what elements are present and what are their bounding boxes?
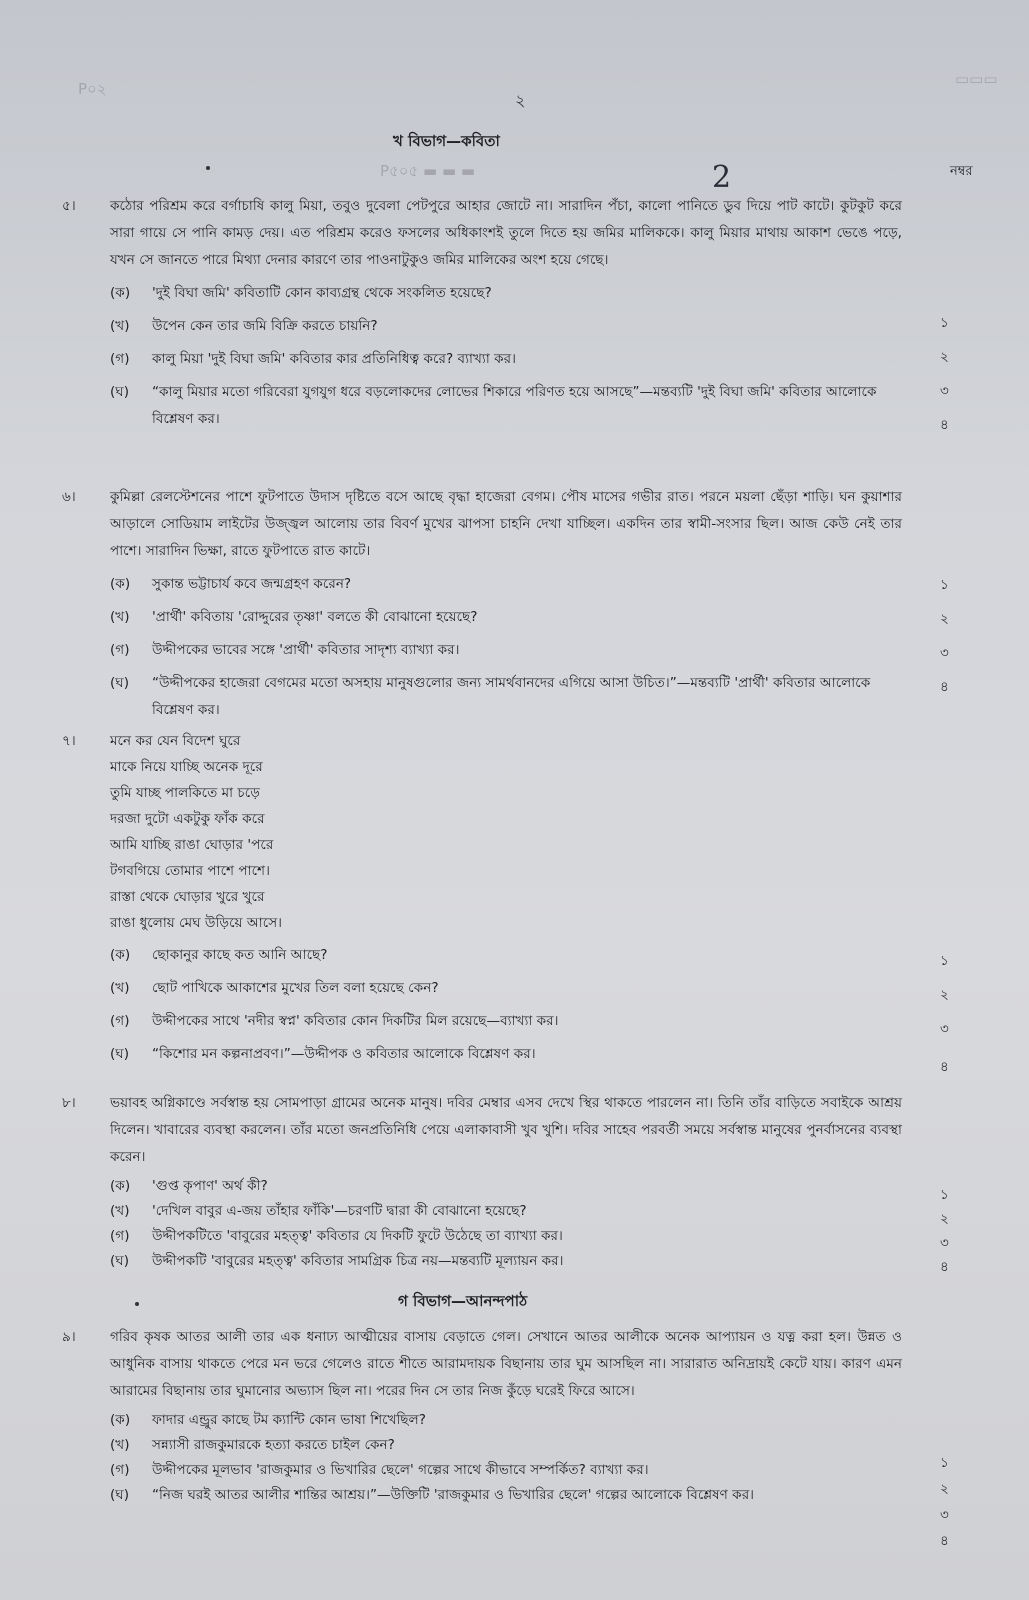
sub-question bbox=[110, 379, 902, 433]
sub-question bbox=[110, 1223, 902, 1250]
sub-text: 'দেখিল বাবুর এ-জয় তাঁহার ফাঁকি'—চরণটি দ্বারা কী বোঝানো হয়েছে? bbox=[152, 1203, 527, 1219]
sub-question bbox=[110, 975, 902, 1002]
sub-label: (ঘ) bbox=[110, 1046, 130, 1062]
question-8 bbox=[62, 1090, 902, 1275]
poem-line: মাকে নিয়ে যাচ্ছি অনেক দূরে bbox=[110, 759, 263, 775]
show-through-mark: P০২ bbox=[78, 80, 107, 98]
sub-label: (ঘ) bbox=[110, 1487, 130, 1503]
sub-label: (গ) bbox=[110, 1013, 130, 1029]
sub-question bbox=[110, 1041, 902, 1068]
marks-value: ৩ bbox=[940, 1507, 949, 1523]
bullet-dot bbox=[206, 166, 210, 170]
sub-question bbox=[110, 670, 902, 724]
sub-question bbox=[110, 1407, 902, 1434]
sub-text: উদ্দীপকটি 'বাবুরের মহত্ত্ব' কবিতার সামগ্রিক চিত্র নয়—মন্তব্যটি মূল্যায়ন কর। bbox=[152, 1253, 564, 1269]
sub-text: উদ্দীপকের সাথে 'নদীর স্বপ্ন' কবিতার কোন দিকটির মিল রয়েছে—ব্যাখ্যা কর। bbox=[152, 1013, 559, 1029]
poem-line: টগবগিয়ে তোমার পাশে পাশে। bbox=[110, 863, 270, 879]
sub-text: “উদ্দীপকের হাজেরা বেগমের মতো অসহায় মানুষগুলোর জন্য সামর্থবানদের এগিয়ে আসা উচিত।”—মন্তব্যটি 'প্রার্থী' কবিতার আলোকে বিশ্লেষণ কর। bbox=[152, 675, 871, 718]
sub-text: “নিজ ঘরই আতর আলীর শান্তির আশ্রয়।”—উক্তিটি 'রাজকুমার ও ভিখারির ছেলে' গল্পের আলোকে বিশ্লেষণ কর। bbox=[152, 1487, 755, 1503]
sub-label: (ঘ) bbox=[110, 1253, 130, 1269]
question-6 bbox=[62, 484, 902, 724]
sub-label: (ক) bbox=[110, 576, 131, 592]
sub-question bbox=[110, 346, 902, 373]
sub-text: উদ্দীপকটিতে 'বাবুরের মহত্ত্ব' কবিতার যে দিকটি ফুটে উঠেছে তা ব্যাখ্যা কর। bbox=[152, 1228, 563, 1244]
marks-value: ৩ bbox=[940, 1235, 949, 1251]
poem-line: রাঙা ধুলোয় মেঘ উড়িয়ে আসে। bbox=[110, 915, 283, 931]
marks-column-header: নম্বর bbox=[950, 164, 973, 179]
page-number: ২ bbox=[515, 91, 526, 110]
question-number: ৯। bbox=[62, 1329, 76, 1345]
marks-value: ২ bbox=[940, 1481, 949, 1497]
poem-line: দরজা দুটো একটুকু ফাঁক করে bbox=[110, 811, 265, 827]
question-stem: কঠোর পরিশ্রম করে বর্গাচাষি কালু মিয়া, তবুও দুবেলা পেটপুরে আহার জোটে না। সারাদিন পঁচা, কালো পানিতে ডুব দিয়ে পাট কাটে। কুটকুট করে সারা গায়ে সে পানি কামড় দেয়। এত পরিশ্রম করেও ফসলের অধিকাংশই তুলে দিতে হয় জমির মালিককে। কালু মিয়ার মাথায় আকাশ ভেঙে পড়ে, যখন সে জানতে পারে মিথ্যা দেনার কারণে তার পাওনাটুকুও জমির মালিকের অংশ হয়ে গেছে। bbox=[110, 198, 902, 268]
sub-text: ছোট পাখিকে আকাশের মুখের তিল বলা হয়েছে কেন? bbox=[152, 980, 439, 996]
sub-label: (ক) bbox=[110, 947, 131, 963]
sub-question bbox=[110, 1482, 902, 1509]
section-title-kha: খ বিভাগ—কবিতা bbox=[393, 132, 500, 150]
marks-value: ২ bbox=[940, 987, 949, 1003]
question-stem: ভয়াবহ অগ্নিকাণ্ডে সর্বস্বান্ত হয় সোমপাড়া গ্রামের অনেক মানুষ। দবির মেম্বার এসব দেখে স্থির থাকতে পারলেন না। তিনি তাঁর বাড়িতে সবাইকে আশ্রয় দিলেন। খাবারের ব্যবস্থা করলেন। তাঁর মতো জনপ্রতিনিধি পেয়ে এলাকাবাসী খুব খুশি। দবির সাহেব পরবর্তী সময়ে সর্বস্বান্ত মানুষের পুনর্বাসনের ব্যবস্থা করেন। bbox=[110, 1095, 902, 1165]
sub-text: “কালু মিয়ার মতো গরিবেরা যুগযুগ ধরে বড়লোকদের লোভের শিকারে পরিণত হয়ে আসছে”—মন্তব্যটি 'দুই বিঘা জমি' কবিতার আলোকে বিশ্লেষণ কর। bbox=[152, 384, 877, 427]
sub-text: উদ্দীপকের ভাবের সঙ্গে 'প্রার্থী' কবিতার সাদৃশ্য ব্যাখ্যা কর। bbox=[152, 642, 460, 658]
sub-question bbox=[110, 313, 902, 340]
marks-value: ৪ bbox=[940, 1259, 949, 1275]
marks-value: ২ bbox=[940, 611, 949, 627]
sub-question bbox=[110, 1173, 902, 1200]
poem-line: আমি যাচ্ছি রাঙা ঘোড়ার 'পরে bbox=[110, 837, 274, 853]
poem-line: রাস্তা থেকে ঘোড়ার খুরে খুরে bbox=[110, 889, 265, 905]
sub-question bbox=[110, 280, 902, 307]
show-through-mark: ▭▭▭ bbox=[955, 70, 998, 88]
question-9 bbox=[62, 1324, 902, 1509]
sub-label: (গ) bbox=[110, 1462, 130, 1478]
question-number: ৮। bbox=[62, 1095, 76, 1111]
marks-value: ১ bbox=[940, 1455, 949, 1471]
sub-label: (ঘ) bbox=[110, 384, 130, 400]
sub-label: (খ) bbox=[110, 609, 130, 625]
sub-question bbox=[110, 1457, 902, 1484]
show-through-mark: P৫০৫ ▬ ▬ ▬ bbox=[380, 162, 476, 180]
sub-label: (ক) bbox=[110, 285, 131, 301]
marks-value: ১ bbox=[940, 953, 949, 969]
marks-value: ৪ bbox=[940, 1059, 949, 1075]
marks-value: ২ bbox=[940, 1211, 949, 1227]
sub-question bbox=[110, 942, 902, 969]
sub-text: ছোকানুর কাছে কত আনি আছে? bbox=[152, 947, 328, 963]
handwritten-number: 2 bbox=[712, 160, 732, 195]
poem-line: মনে কর যেন বিদেশ ঘুরে bbox=[110, 733, 241, 749]
question-stem: কুমিল্লা রেলস্টেশনের পাশে ফুটপাতে উদাস দৃষ্টিতে বসে আছে বৃদ্ধা হাজেরা বেগম। পৌষ মাসের গভীর রাত। পরনে ময়লা ছেঁড়া শাড়ি। ঘন কুয়াশার আড়ালে সোডিয়াম লাইটের উজ্জ্বল আলোয় তার বিবর্ণ মুখের ঝাপসা চাহনি দেখা যাচ্ছিল। একদিন তার স্বামী-সংসার ছিল। আজ কেউ নেই তার পাশে। সারাদিন ভিক্ষা, রাতে ফুটপাতে রাত কাটে। bbox=[110, 489, 902, 559]
sub-label: (খ) bbox=[110, 1437, 130, 1453]
marks-value: ১ bbox=[940, 315, 949, 331]
marks-value: ৩ bbox=[940, 1021, 949, 1037]
poem-stanza bbox=[110, 728, 902, 936]
sub-question bbox=[110, 1198, 902, 1225]
sub-label: (খ) bbox=[110, 318, 130, 334]
bullet-dot bbox=[135, 1302, 139, 1306]
sub-text: 'গুপ্ত কৃপাণ' অর্থ কী? bbox=[152, 1178, 268, 1194]
sub-text: সন্ন্যাসী রাজকুমারকে হত্যা করতে চাইল কেন? bbox=[152, 1437, 395, 1453]
marks-value: ১ bbox=[940, 1187, 949, 1203]
sub-label: (খ) bbox=[110, 1203, 130, 1219]
marks-value: ৪ bbox=[940, 679, 949, 695]
marks-value: ৩ bbox=[940, 383, 949, 399]
question-number: ৭। bbox=[62, 733, 76, 749]
sub-question bbox=[110, 637, 902, 664]
marks-value: ২ bbox=[940, 349, 949, 365]
question-stem: গরিব কৃষক আতর আলী তার এক ধনাঢ্য আত্মীয়ের বাসায় বেড়াতে গেল। সেখানে আতর আলীকে অনেক আপ্যায়ন ও যত্ন করা হল। উন্নত ও আধুনিক বাসায় থাকতে পেরে মন ভরে গেলেও রাতে শীতে আরামদায়ক বিছানায় তার ঘুম আসছিল না। সারারাত অনিদ্রায়ই কেটে যায়। কারণ এমন আরামের বিছানায় তার ঘুমানোর অভ্যাস ছিল না। পরের দিন সে তার নিজ কুঁড়ে ঘরেই ফিরে আসে। bbox=[110, 1329, 902, 1399]
sub-question bbox=[110, 1248, 902, 1275]
sub-label: (ঘ) bbox=[110, 675, 130, 691]
sub-label: (গ) bbox=[110, 1228, 130, 1244]
sub-question bbox=[110, 604, 902, 631]
question-number: ৫। bbox=[62, 198, 76, 214]
sub-text: 'প্রার্থী' কবিতায় 'রোদ্দুরের তৃষ্ণা' বলতে কী বোঝানো হয়েছে? bbox=[152, 609, 478, 625]
sub-text: সুকান্ত ভট্টাচার্য কবে জন্মগ্রহণ করেন? bbox=[152, 576, 352, 592]
sub-label: (ক) bbox=[110, 1412, 131, 1428]
sub-text: “কিশোর মন কল্পনাপ্রবণ।”—উদ্দীপক ও কবিতার আলোকে বিশ্লেষণ কর। bbox=[152, 1046, 536, 1062]
question-number: ৬। bbox=[62, 489, 76, 505]
sub-label: (গ) bbox=[110, 351, 130, 367]
sub-label: (গ) bbox=[110, 642, 130, 658]
sub-text: উপেন কেন তার জমি বিক্রি করতে চায়নি? bbox=[152, 318, 378, 334]
marks-value: ৩ bbox=[940, 645, 949, 661]
marks-value: ৪ bbox=[940, 1533, 949, 1549]
sub-text: 'দুই বিঘা জমি' কবিতাটি কোন কাব্যগ্রন্থ থেকে সংকলিত হয়েছে? bbox=[152, 285, 492, 301]
sub-question bbox=[110, 571, 902, 598]
poem-line: তুমি যাচ্ছ পালকিতে মা চড়ে bbox=[110, 785, 260, 801]
sub-text: কালু মিয়া 'দুই বিঘা জমি' কবিতার কার প্রতিনিধিত্ব করে? ব্যাখ্যা কর। bbox=[152, 351, 516, 367]
sub-question bbox=[110, 1008, 902, 1035]
sub-label: (ক) bbox=[110, 1178, 131, 1194]
sub-text: উদ্দীপকের মূলভাব 'রাজকুমার ও ভিখারির ছেলে' গল্পের সাথে কীভাবে সম্পর্কিত? ব্যাখ্যা কর। bbox=[152, 1462, 649, 1478]
sub-question bbox=[110, 1432, 902, 1459]
sub-text: ফাদার এন্ড্রুর কাছে টম ক্যান্টি কোন ভাষা শিখেছিল? bbox=[152, 1412, 426, 1428]
section-title-ga: গ বিভাগ—আনন্দপাঠ bbox=[398, 1292, 528, 1310]
question-7 bbox=[62, 728, 902, 1068]
marks-value: ৪ bbox=[940, 417, 949, 433]
question-5 bbox=[62, 193, 902, 433]
sub-label: (খ) bbox=[110, 980, 130, 996]
marks-value: ১ bbox=[940, 577, 949, 593]
